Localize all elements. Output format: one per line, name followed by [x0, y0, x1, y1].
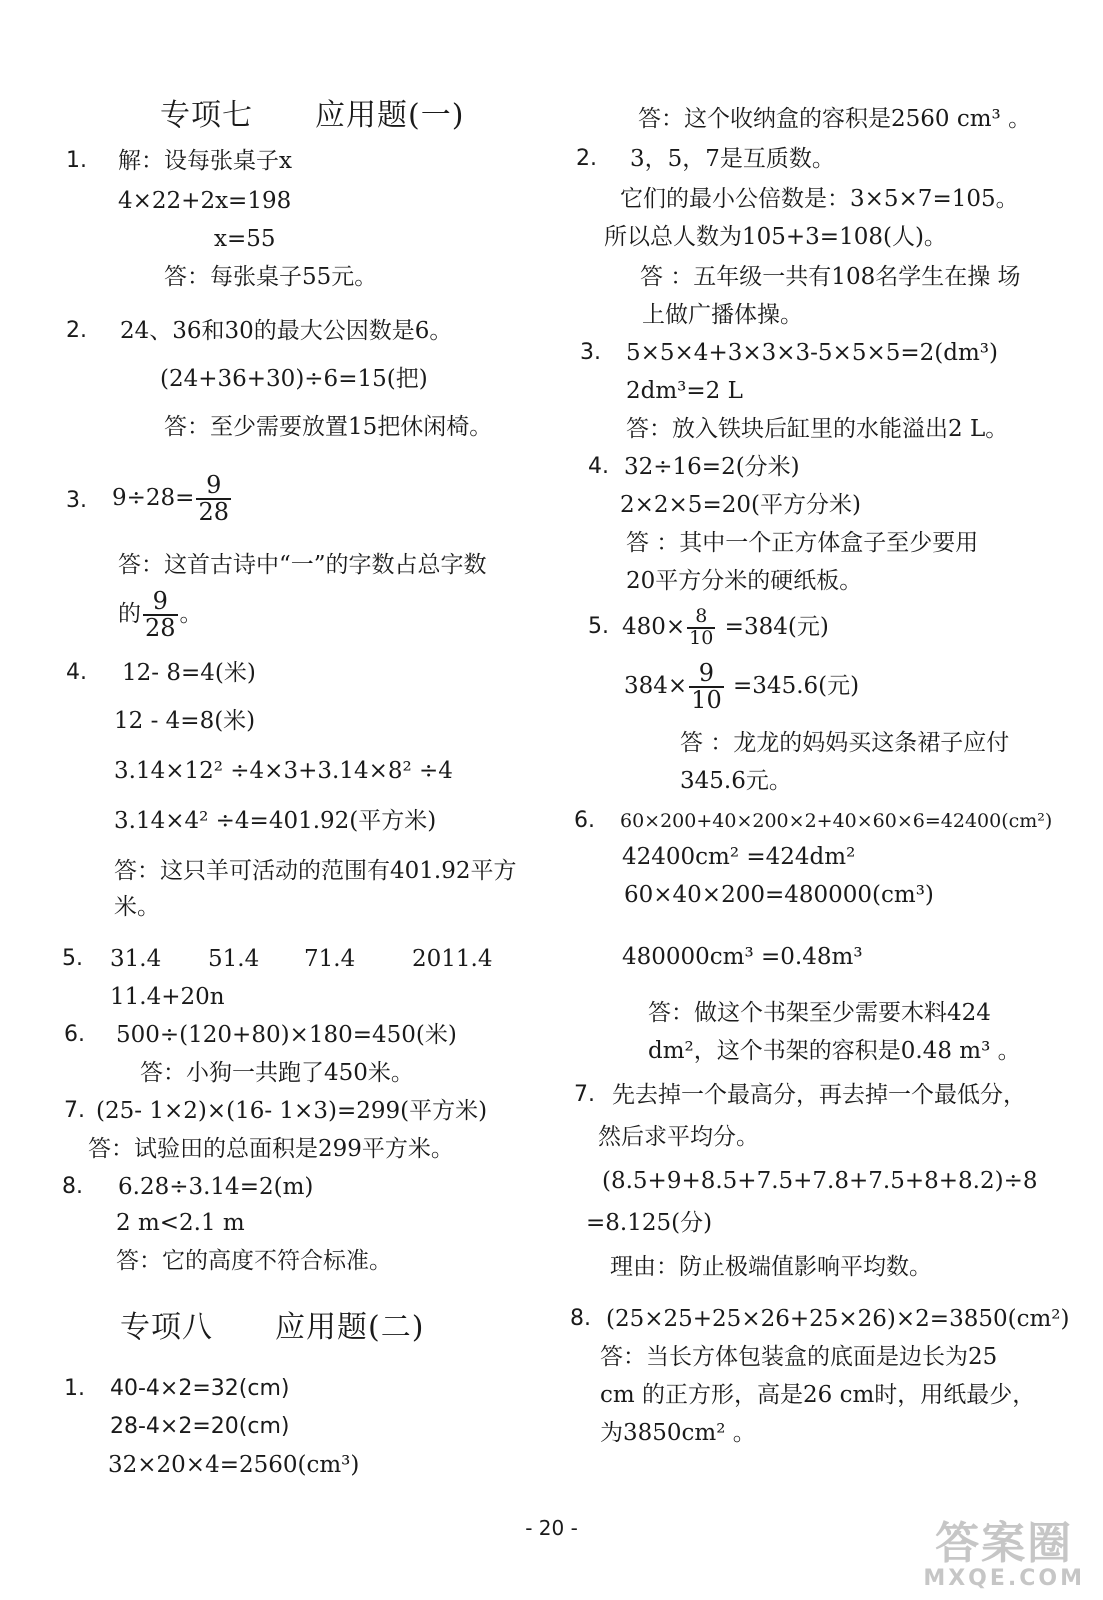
fraction-denominator: 10 [689, 627, 714, 649]
problem-3-number: 3. [66, 488, 87, 513]
question-8-number: 8. [570, 1306, 591, 1331]
question-1-line-3: 32×20×4=2560(cm³) [108, 1452, 360, 1478]
section-7-title: 专项七 应用题(一) [160, 98, 465, 133]
question-3-line-1: 5×5×4+3×3×3-5×5×5=2(dm³) [626, 340, 998, 366]
problem-3-answer-suffix: 。 [179, 601, 203, 627]
fraction-numerator: 9 [143, 589, 178, 616]
question-1-answer: 答：这个收纳盒的容积是2560 cm³ 。 [638, 106, 1032, 132]
fraction-numerator: 9 [196, 473, 231, 500]
question-6-number: 6. [574, 808, 595, 833]
question-6-answer-1: 答：做这个书架至少需要木料424 [648, 1000, 991, 1026]
problem-4-answer-2: 米。 [114, 894, 160, 920]
question-4-line-1: 32÷16=2(分米) [624, 454, 800, 480]
question-2-line-2: 它们的最小公倍数是：3×5×7=105。 [620, 186, 1019, 212]
question-5-line-1-end: =384(元) [717, 614, 829, 640]
problem-4-line-2: 12 - 4=8(米) [114, 708, 256, 734]
question-8-line-1: (25×25+25×26+25×26)×2=3850(cm²) [606, 1306, 1070, 1332]
problem-1-setup: 解：设每张桌子x [118, 148, 292, 174]
question-5-line-2-start: 384× [624, 673, 688, 699]
problem-1-number: 1. [66, 148, 87, 173]
question-6-line-2: 42400cm² =424dm² [622, 844, 856, 870]
problem-3-fraction [196, 470, 231, 526]
problem-6-answer: 答：小狗一共跑了450米。 [140, 1060, 414, 1086]
problem-2-line-1: 24、36和30的最大公因数是6。 [120, 318, 453, 344]
question-4-number: 4. [588, 454, 609, 479]
question-2-number: 2. [576, 146, 597, 171]
problem-2-line-2: (24+36+30)÷6=15(把) [160, 366, 428, 392]
problem-5-value-4: 2011.4 [412, 946, 493, 972]
problem-7-answer: 答：试验田的总面积是299平方米。 [88, 1136, 454, 1162]
question-7-line-3: (8.5+9+8.5+7.5+7.8+7.5+8+8.2)÷8 [602, 1168, 1038, 1194]
question-4-answer-2: 20平方分米的硬纸板。 [626, 568, 863, 594]
question-7-number: 7. [574, 1082, 595, 1107]
fraction-numerator: 8 [687, 607, 715, 629]
fraction-denominator: 28 [198, 498, 229, 526]
fraction-numerator: 9 [689, 661, 724, 688]
problem-5-value-2: 51.4 [208, 946, 260, 972]
problem-5-value-1: 31.4 [110, 946, 162, 972]
problem-5-formula: 11.4+20n [110, 984, 225, 1010]
question-5-fraction-1 [687, 607, 715, 649]
question-5-line-1-start: 480× [622, 614, 686, 640]
problem-6-line-1: 500÷(120+80)×180=450(米) [116, 1022, 457, 1048]
watermark-url: MXQE.COM [923, 1566, 1085, 1591]
question-6-line-4: 480000cm³ =0.48m³ [622, 944, 863, 970]
question-5-answer-2: 345.6元。 [680, 768, 792, 794]
problem-3-expr-text: 9÷28= [112, 485, 195, 511]
question-2-answer-1: 答 ：五年级一共有108名学生在操 场 [640, 264, 1021, 290]
question-7-reason: 理由：防止极端值影响平均数。 [610, 1254, 932, 1280]
problem-3-answer-fraction [143, 586, 178, 642]
question-2-line-1: 3，5，7是互质数。 [630, 146, 835, 172]
problem-7-line-1: (25- 1×2)×(16- 1×3)=299(平方米) [96, 1098, 488, 1124]
problem-4-answer-1: 答：这只羊可活动的范围有401.92平方 [114, 858, 517, 884]
page-number: - 20 - [525, 1516, 578, 1540]
question-8-answer-1: 答：当长方体包装盒的底面是边长为25 [600, 1344, 998, 1370]
question-7-line-4: =8.125(分) [586, 1210, 713, 1236]
question-5-answer-1: 答 ：龙龙的妈妈买这条裙子应付 [680, 730, 1010, 756]
problem-5-number: 5. [62, 946, 83, 971]
problem-8-line-2: 2 m<2.1 m [116, 1210, 245, 1236]
problem-4-line-1: 12- 8=4(米) [122, 660, 256, 686]
fraction-denominator: 28 [145, 614, 176, 642]
question-4-line-2: 2×2×5=20(平方分米) [620, 492, 861, 518]
question-7-line-1: 先去掉一个最高分，再去掉一个最低分， [612, 1082, 1026, 1108]
question-5-line-2 [624, 656, 859, 716]
watermark-title: 答案圈 [935, 1518, 1074, 1569]
problem-8-line-1: 6.28÷3.14=2(m) [118, 1174, 314, 1200]
question-6-line-3: 60×40×200=480000(cm³) [624, 882, 934, 908]
question-2-line-3: 所以总人数为105+3=108(人)。 [604, 224, 947, 250]
question-3-number: 3. [580, 340, 601, 365]
problem-1-answer: 答：每张桌子55元。 [164, 264, 378, 290]
problem-3-answer-2 [118, 586, 203, 642]
question-2-answer-2: 上做广播体操。 [642, 302, 803, 328]
question-8-answer-2: cm 的正方形，高是26 cm时，用纸最少， [600, 1382, 1036, 1408]
problem-8-number: 8. [62, 1174, 83, 1199]
problem-6-number: 6. [64, 1022, 85, 1047]
problem-4-line-3: 3.14×12² ÷4×3+3.14×8² ÷4 [114, 758, 453, 784]
problem-4-number: 4. [66, 660, 87, 685]
section-8-title: 专项八 应用题(二) [120, 1310, 425, 1345]
problem-2-number: 2. [66, 318, 87, 343]
question-1-line-1: 40-4×2=32(cm) [110, 1376, 290, 1401]
problem-5-value-3: 71.4 [304, 946, 356, 972]
question-8-answer-3: 为3850cm² 。 [600, 1420, 756, 1446]
question-4-answer-1: 答 ：其中一个正方体盒子至少要用 [626, 530, 979, 556]
problem-3-answer-prefix: 的 [118, 601, 141, 627]
problem-1-equation: 4×22+2x=198 [118, 188, 292, 214]
question-6-answer-2: dm²，这个书架的容积是0.48 m³ 。 [648, 1038, 1021, 1064]
problem-4-line-4: 3.14×4² ÷4=401.92(平方米) [114, 808, 437, 834]
question-3-line-2: 2dm³=2 L [626, 378, 743, 404]
problem-3-expression [112, 468, 233, 528]
question-6-line-1: 60×200+40×200×2+40×60×6=42400(cm²) [620, 810, 1053, 832]
question-1-number: 1. [64, 1376, 85, 1401]
problem-7-number: 7. [64, 1098, 85, 1123]
problem-2-answer: 答：至少需要放置15把休闲椅。 [164, 414, 493, 440]
question-5-line-2-end: =345.6(元) [725, 673, 860, 699]
question-5-number: 5. [588, 614, 609, 639]
problem-1-solution: x=55 [214, 226, 276, 252]
fraction-denominator: 10 [691, 686, 722, 714]
question-7-line-2: 然后求平均分。 [598, 1124, 759, 1150]
watermark-logo [923, 1520, 1085, 1590]
question-5-fraction-2 [689, 658, 724, 714]
question-5-line-1 [622, 600, 829, 654]
problem-3-answer-1: 答：这首古诗中“一”的字数占总字数 [118, 552, 487, 578]
question-1-line-2: 28-4×2=20(cm) [110, 1414, 290, 1439]
question-3-answer: 答：放入铁块后缸里的水能溢出2 L。 [626, 416, 1009, 442]
problem-8-answer: 答：它的高度不符合标准。 [116, 1248, 392, 1274]
